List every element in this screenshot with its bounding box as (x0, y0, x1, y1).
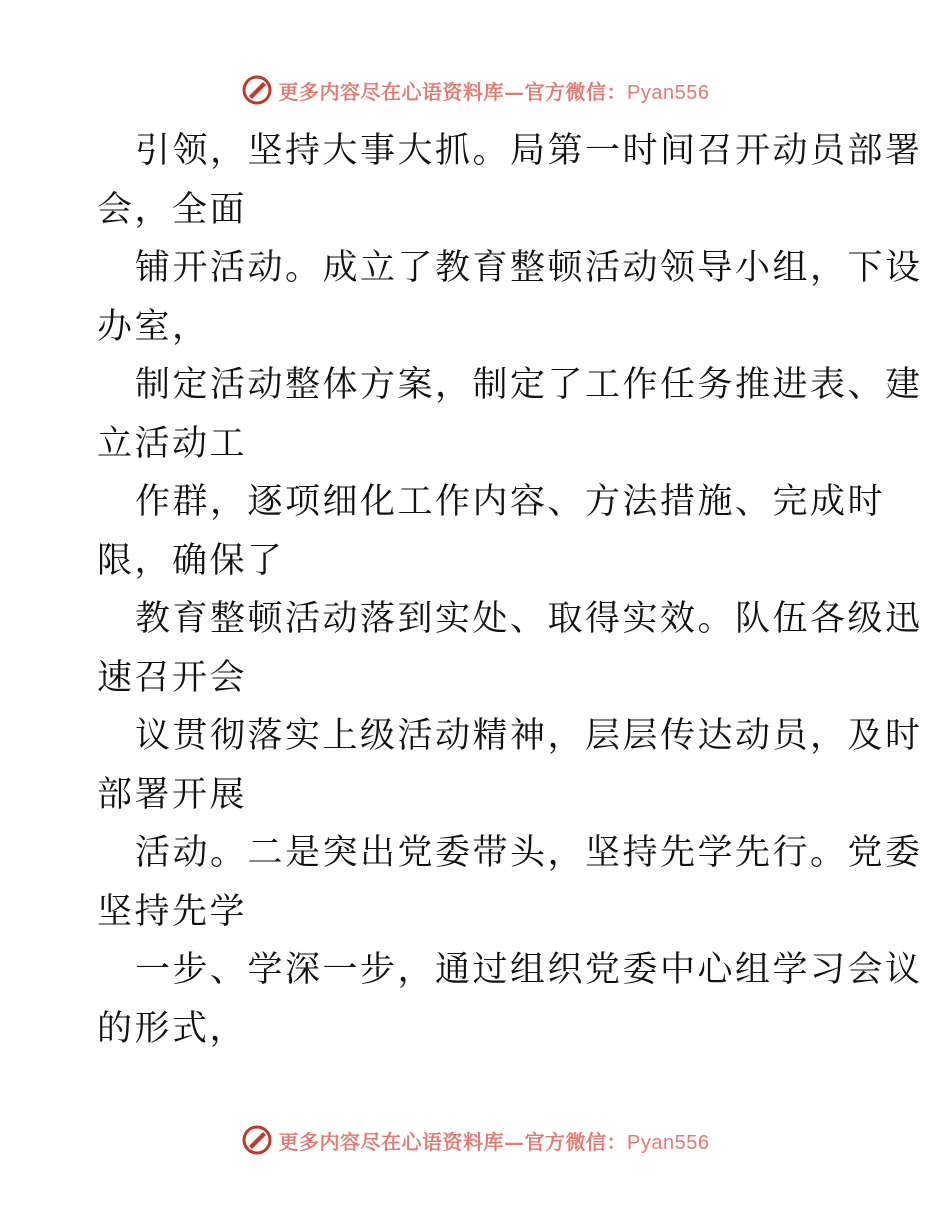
text-line: 作群，逐项细化工作内容、方法措施、完成时 (135, 482, 886, 522)
text-line: 坚持先学 (97, 891, 248, 932)
text-line: 的形式， (97, 1008, 248, 1049)
watermark-banner-bottom (0, 1120, 950, 1160)
watermark-banner-top (0, 70, 950, 110)
text-line: 教育整顿活动落到实处、取得实效。队伍各级迅 (135, 599, 923, 639)
text-line: 议贯彻落实上级活动精神，层层传达动员，及时 (135, 716, 923, 756)
text-line: 引领，坚持大事大抓。局第一时间召开动员部署 (135, 131, 923, 171)
text-line: 限，确保了 (97, 540, 285, 581)
text-line: 活动。二是突出党委带头，坚持先学先行。党委 (135, 833, 923, 873)
watermark-text: 更多内容尽在心语资料库—官方微信：Pyan556 (278, 1129, 710, 1154)
text-line: 速召开会 (97, 657, 248, 698)
text-line: 立活动工 (97, 423, 248, 464)
logo-icon (241, 74, 273, 106)
text-line: 办室， (97, 306, 210, 347)
text-line: 会，全面 (97, 189, 248, 230)
text-line: 部署开展 (97, 774, 248, 815)
text-line: 制定活动整体方案，制定了工作任务推进表、建 (135, 365, 923, 405)
logo-icon (241, 1124, 273, 1156)
document-body (97, 122, 923, 1058)
text-line: 铺开活动。成立了教育整顿活动领导小组，下设 (135, 248, 923, 288)
text-line: 一步、学深一步，通过组织党委中心组学习会议 (135, 950, 923, 990)
watermark-text: 更多内容尽在心语资料库—官方微信：Pyan556 (278, 79, 710, 104)
